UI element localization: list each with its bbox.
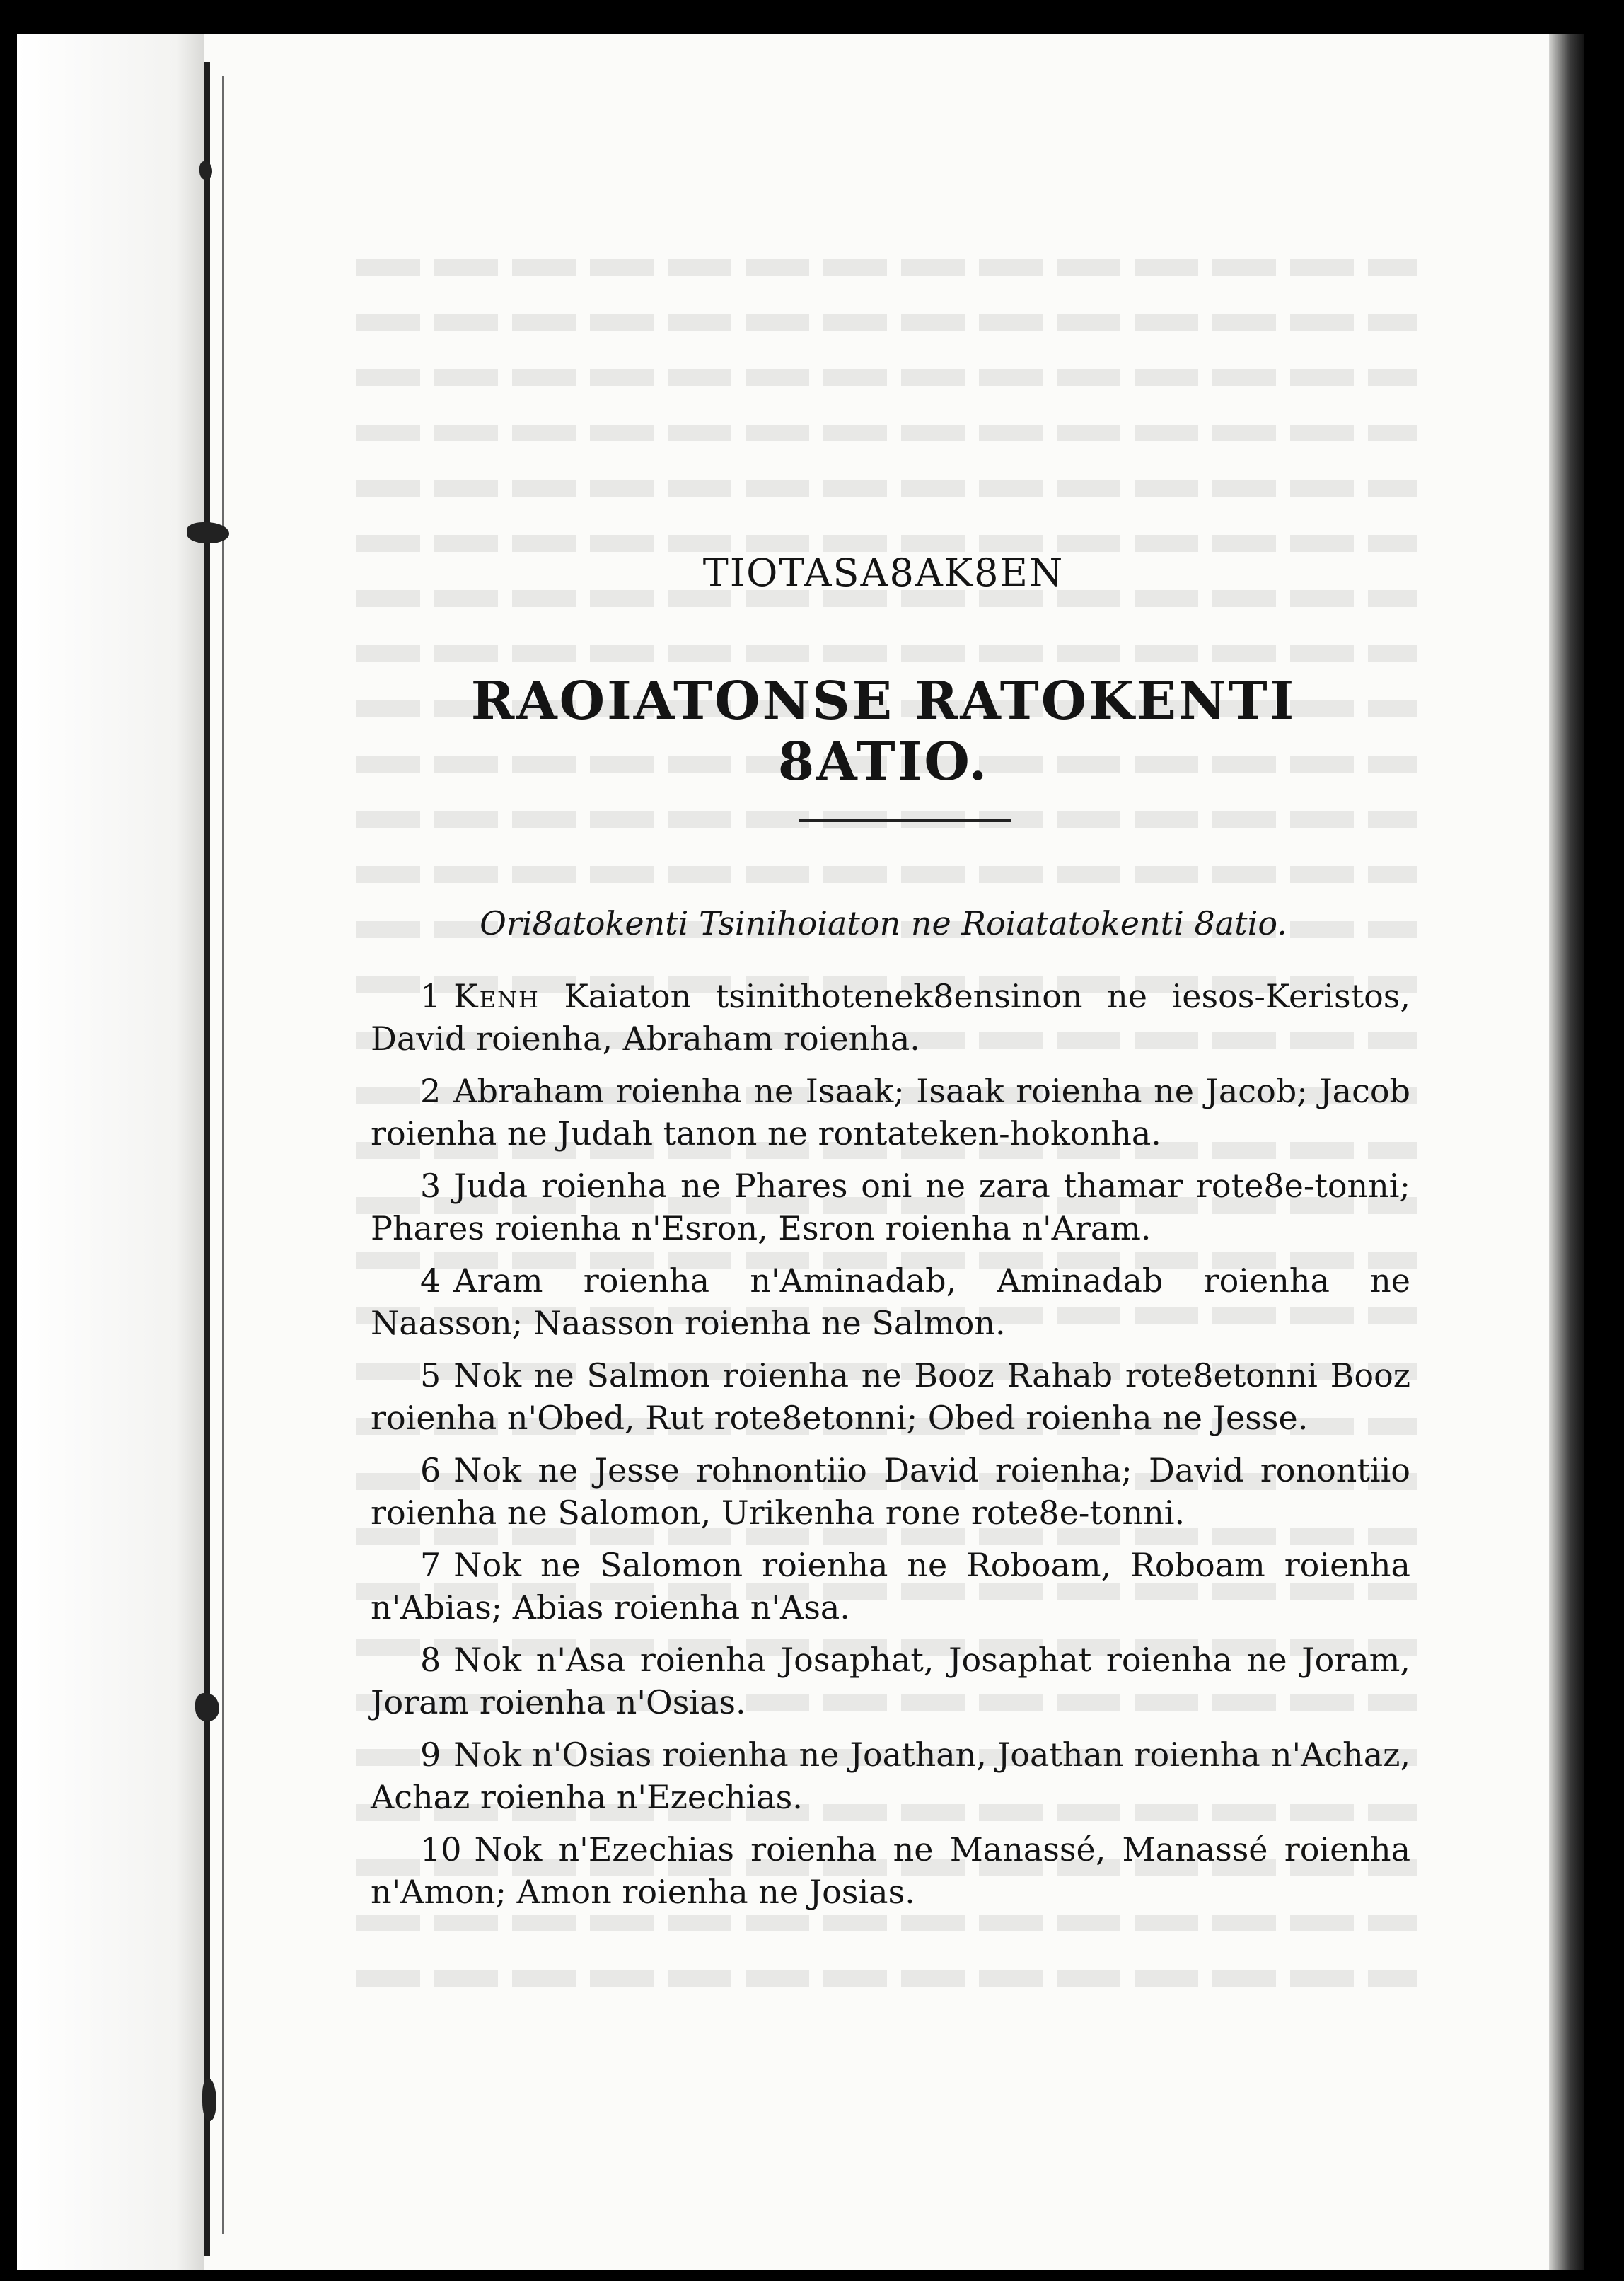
scanned-page <box>17 34 1584 2270</box>
verse <box>371 1733 1410 1818</box>
binding-stitch-mark <box>202 2079 216 2121</box>
binding-gutter <box>17 34 204 2270</box>
verse-text: Nok n'Osias roienha ne Joathan, Joathan roienha n'Achaz, Achaz roienha n'Ezechias. <box>371 1736 1410 1816</box>
verse <box>371 975 1410 1060</box>
verse <box>371 1070 1410 1155</box>
verse-text: Aram roienha n'Aminadab, Aminadab roienha ne Naasson; Naasson roienha ne Salmon. <box>371 1261 1410 1342</box>
verse <box>371 1259 1410 1344</box>
verse <box>371 1449 1410 1534</box>
verse-number: 3 <box>420 1167 441 1205</box>
verse-list <box>371 975 1410 1923</box>
verse-number: 2 <box>420 1072 441 1110</box>
verse <box>371 1165 1410 1249</box>
verse-number: 5 <box>420 1356 441 1394</box>
book-heading: RAOIATONSE RATOKENTI 8ATIO. <box>470 671 1297 792</box>
chapter-subtitle: Ori8atokenti Tsinihoiaton ne Roiatatokenti 8atio. <box>480 904 1287 942</box>
page-right-edge <box>1549 34 1584 2270</box>
verse-text: Nok n'Asa roienha Josaphat, Josaphat roienha ne Joram, Joram roienha n'Osias. <box>371 1641 1410 1721</box>
verse-number: 4 <box>420 1261 441 1300</box>
verse-number: 6 <box>420 1451 441 1489</box>
verse <box>371 1639 1410 1723</box>
binding-stitch-mark <box>199 161 212 180</box>
verse-text: Nok n'Ezechias roienha ne Manassé, Manassé roienha n'Amon; Amon roienha ne Josias. <box>371 1830 1410 1911</box>
verse-number: 8 <box>420 1641 441 1679</box>
verse-number: 7 <box>420 1546 441 1584</box>
verse-number: 10 <box>420 1830 462 1869</box>
binding-stitch-mark <box>195 1693 219 1721</box>
verse-text: Kaiaton tsinithotenek8ensinon ne iesos-Keristos, David roienha, Abraham roienha. <box>371 977 1410 1058</box>
verse-first-word: Kenh <box>453 977 540 1015</box>
verse-number: 9 <box>420 1736 441 1774</box>
binding-inner-line <box>222 76 224 2234</box>
verse <box>371 1544 1410 1629</box>
binding-stitch-mark <box>187 522 229 543</box>
verse-text: Nok ne Jesse rohnontiio David roienha; David ronontiio roienha ne Salomon, Urikenha rone rote8e-tonni. <box>371 1451 1410 1532</box>
verse <box>371 1354 1410 1439</box>
verse-text: Nok ne Salmon roienha ne Booz Rahab rote8etonni Booz roienha n'Obed, Rut rote8etonni; Obed roienha ne Jesse. <box>371 1356 1410 1437</box>
verse-text: Abraham roienha ne Isaak; Isaak roienha ne Jacob; Jacob roienha ne Judah tanon ne rontateken-hokonha. <box>371 1072 1410 1153</box>
heading-divider <box>799 819 1011 822</box>
verse-text: Nok ne Salomon roienha ne Roboam, Roboam roienha n'Abias; Abias roienha n'Asa. <box>371 1546 1410 1627</box>
book-title: TIOTASA8AK8EN <box>702 550 1065 595</box>
binding-edge-line <box>204 62 210 2256</box>
verse <box>371 1828 1410 1913</box>
verse-number: 1 <box>420 977 441 1015</box>
verse-text: Juda roienha ne Phares oni ne zara thamar rote8e-tonni; Phares roienha n'Esron, Esron roienha n'Aram. <box>371 1167 1410 1247</box>
